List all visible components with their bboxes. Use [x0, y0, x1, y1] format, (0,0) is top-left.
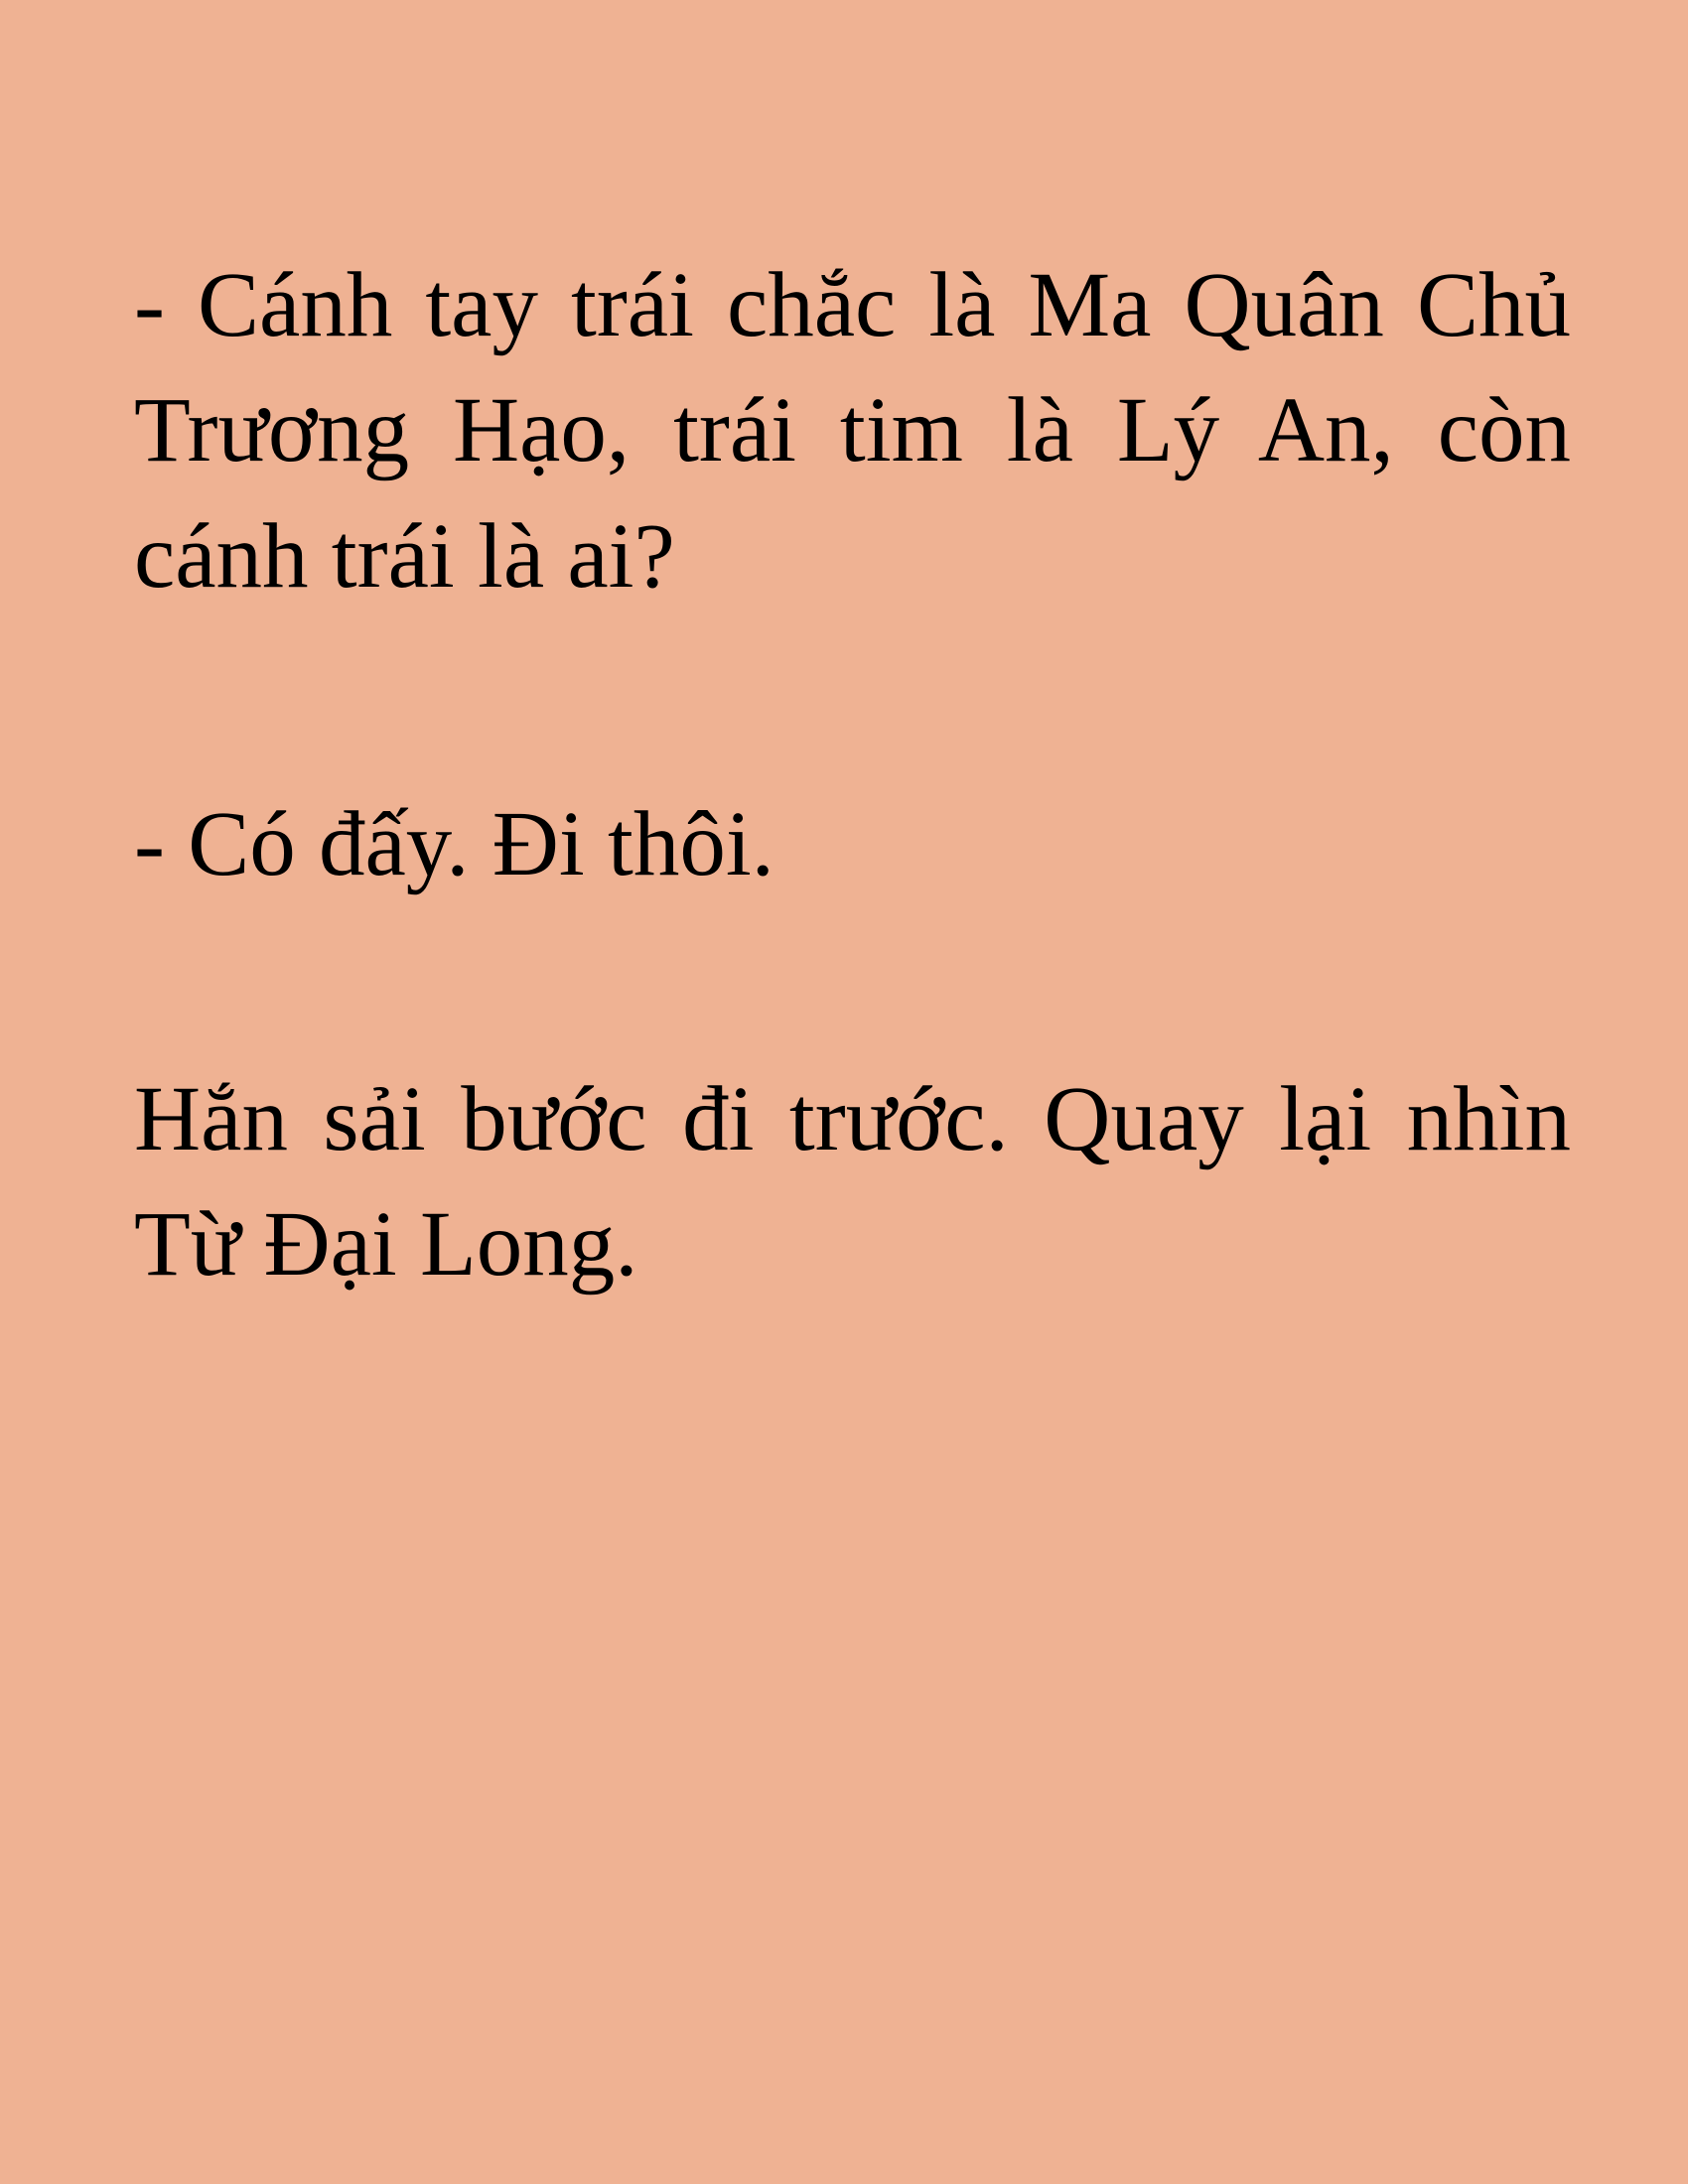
paragraph-narration: Hắn sải bước đi trước. Quay lại nhìn Từ Đại Long. [134, 1067, 1571, 1297]
paragraph-dialogue-reply: - Có đấy. Đi thôi. [134, 793, 774, 896]
paragraph-spacer [134, 671, 1571, 782]
paragraph-dialogue-question: - Cánh tay trái chắc là Ma Quân Chủ Trương Hạo, trái tim là Lý An, còn cánh trái là ai? [134, 254, 1571, 608]
paragraph-spacer-2 [134, 960, 1571, 1057]
